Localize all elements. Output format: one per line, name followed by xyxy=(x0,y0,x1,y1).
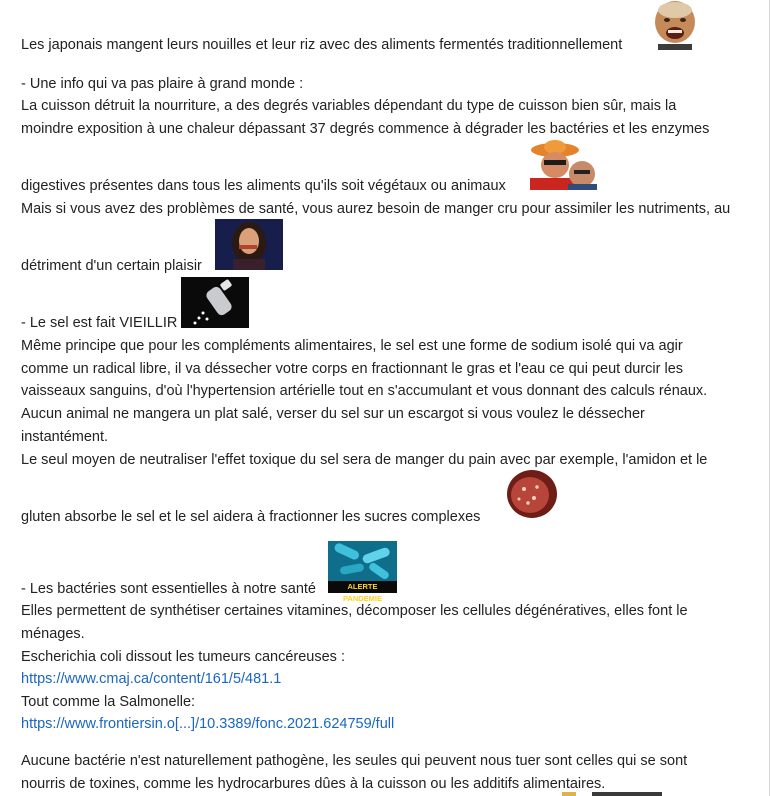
post-text-line: Escherichia coli dissout les tumeurs cancéreuses : xyxy=(21,649,345,665)
post-text-line: La cuisson détruit la nourriture, a des degrés variables dépendant du type de cuisson bien sûr, mais la xyxy=(21,98,677,114)
salami-sticker xyxy=(504,468,558,520)
post-text-line: moindre exposition à une chaleur dépassant 37 degrés commence à dégrader les bactéries et les enzymes xyxy=(21,121,710,137)
post-text-line: Mais si vous avez des problèmes de santé, vous aurez besoin de manger cru pour assimiler les nutriments, au xyxy=(21,201,731,217)
post-text-line: Même principe que pour les compléments alimentaires, le sel est une forme de sodium isolé qui va agir xyxy=(21,338,683,354)
post-text-line: - Les bactéries sont essentielles à notre santé xyxy=(21,581,316,597)
post-text-line: Aucune bactérie n'est naturellement pathogène, les seules qui peuvent nous tuer sont celles qui se sont xyxy=(21,753,688,769)
post-text-line: instantément. xyxy=(21,429,109,445)
post-text-line: Le seul moyen de neutraliser l'effet toxique du sel sera de manger du pain avec par exemple, l'amidon et le xyxy=(21,452,708,468)
link-frontiersin[interactable]: https://www.frontiersin.o[...]/10.3389/fonc.2021.624759/full xyxy=(21,716,395,732)
post-text-line: ménages. xyxy=(21,626,85,642)
post-text-line: Les japonais mangent leurs nouilles et leur riz avec des aliments fermentés traditionnellement xyxy=(21,37,623,53)
post-text-line: détriment d'un certain plaisir xyxy=(21,258,202,274)
post-text-line: - Une info qui va pas plaire à grand monde : xyxy=(21,76,304,92)
post-text-line: vaisseaux sanguins, d'où l'hypertension artérielle tout en s'accumulant et vous donnant des calculs rénaux. xyxy=(21,383,708,399)
partial-sticker xyxy=(562,792,576,796)
salt-shaker-sticker xyxy=(181,277,249,328)
woman-eating-sticker xyxy=(215,219,283,270)
bacteria-alert-sticker xyxy=(328,541,397,603)
post-text-line: digestives présentes dans tous les aliments qu'ils soit végétaux ou animaux xyxy=(21,178,506,194)
post-text-line: Tout comme la Salmonelle: xyxy=(21,694,196,710)
post-text-line: Elles permettent de synthétiser certaines vitamines, décomposer les cellules dégénératives, elles font le xyxy=(21,603,688,619)
post-text-line: gluten absorbe le sel et le sel aidera à fractionner les sucres complexes xyxy=(21,509,481,525)
post-text-line: - Le sel est fait VIEILLIR xyxy=(21,315,178,331)
post-text-line: Aucun animal ne mangera un plat salé, verser du sel sur un escargot si vous voulez le déssecher xyxy=(21,406,645,422)
post-text-line: comme un radical libre, il va déssecher votre corps en fractionnant le gras et l'eau ce qui peut durcir les xyxy=(21,361,684,377)
post-text-line: nourris de toxines, comme les hydrocarbures dûes à la cuisson ou les additifs alimentaires. xyxy=(21,776,606,792)
partial-sticker xyxy=(592,792,662,796)
sticker-caption: ALERTE PANDEMIE xyxy=(342,582,383,603)
laughing-man-sticker xyxy=(652,0,698,50)
link-cmaj[interactable]: https://www.cmaj.ca/content/161/5/481.1 xyxy=(21,671,282,687)
sombrero-men-sticker xyxy=(528,140,597,190)
